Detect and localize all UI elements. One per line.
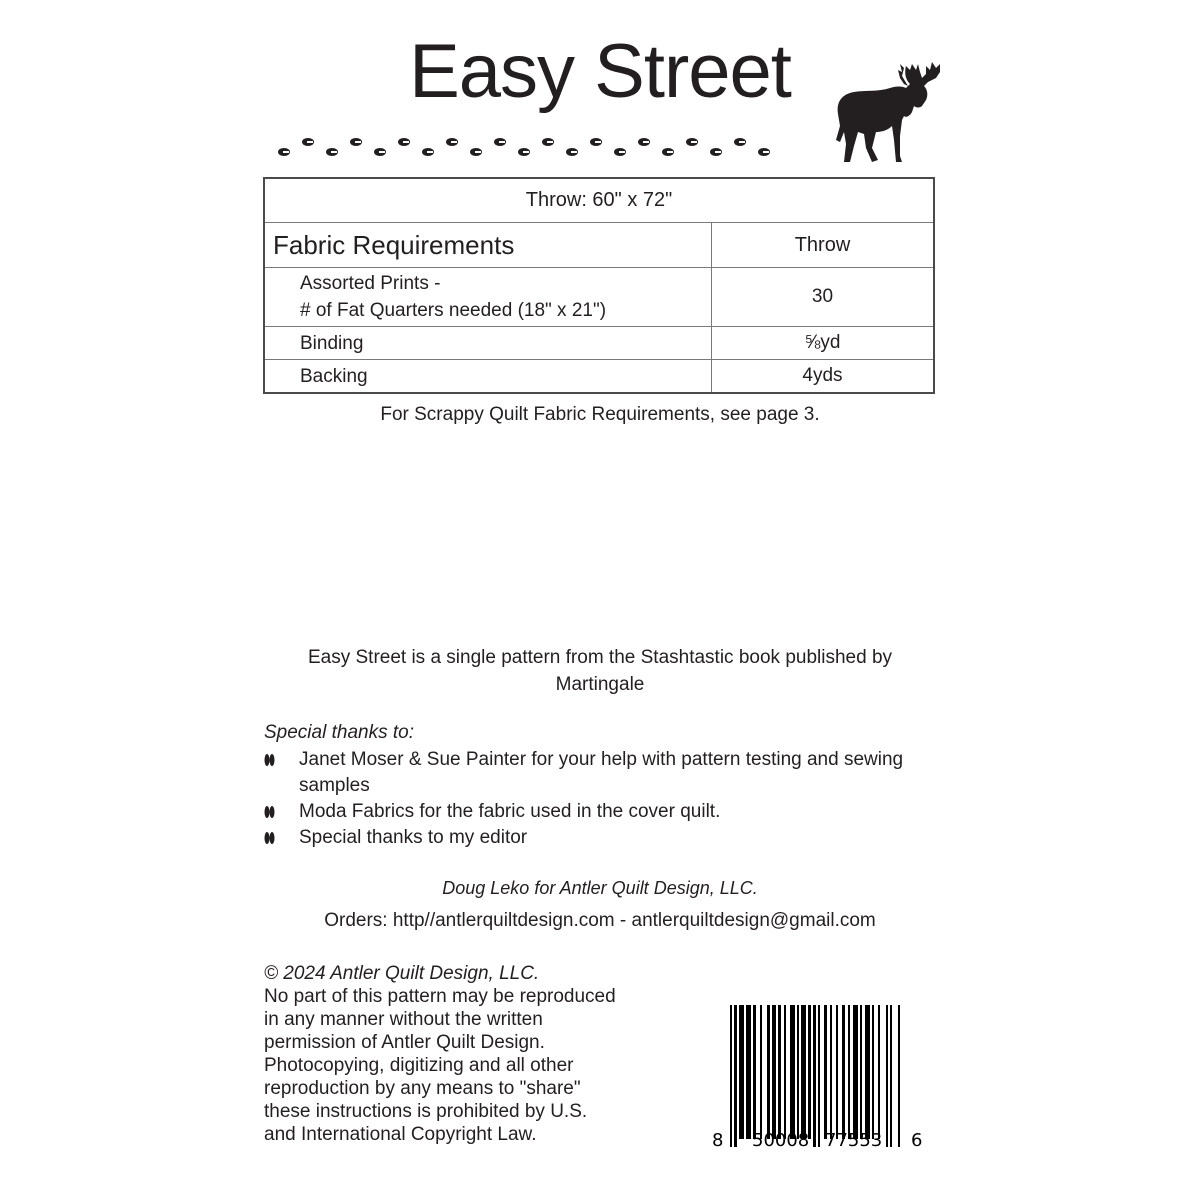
- row-item-line1: Assorted Prints -: [300, 273, 441, 294]
- orders-line: Orders: http//antlerquiltdesign.com - antlerquiltdesign@gmail.com: [324, 910, 876, 931]
- copyright-heading: © 2024 Antler Quilt Design, LLC.: [264, 963, 540, 984]
- hoof-print-icon: [264, 831, 275, 845]
- thanks-item-text: Special thanks to my editor: [299, 827, 528, 848]
- barcode-digit-right: 77553: [825, 1130, 883, 1151]
- list-item: [264, 747, 904, 799]
- about-pattern: Easy Street is a single pattern from the Stashtastic book published by Martingale: [307, 647, 893, 695]
- barcode-digit-check: 6: [911, 1130, 923, 1151]
- hoof-print-icon: [264, 805, 275, 819]
- copyright-line: Photocopying, digitizing and all other: [264, 1055, 574, 1076]
- thanks-item-text: Janet Moser & Sue Painter for your help with pattern testing and sewing samples: [299, 749, 904, 796]
- page-title: Easy Street: [409, 29, 791, 114]
- moose-silhouette-icon: [832, 56, 944, 166]
- thanks-list: [264, 747, 904, 851]
- fabric-requirements-table: [263, 177, 935, 394]
- row-item: [265, 268, 712, 326]
- table-size-row: [265, 179, 933, 222]
- row-throw-value: 30: [811, 286, 834, 307]
- copyright-line: and International Copyright Law.: [264, 1124, 537, 1145]
- row-item-line2: # of Fat Quarters needed (18" x 21"): [300, 300, 607, 321]
- scrappy-note: For Scrappy Quilt Fabric Requirements, see page 3.: [380, 404, 820, 425]
- header-fabric-requirements: Fabric Requirements: [265, 223, 712, 267]
- table-row: [265, 267, 933, 326]
- hoof-tracks-icon: [276, 134, 796, 164]
- row-item: Backing: [265, 360, 712, 392]
- copyright-line: reproduction by any means to "share": [264, 1078, 581, 1099]
- hoof-print-icon: [264, 753, 275, 767]
- size-label: Throw: 60" x 72": [525, 189, 673, 211]
- thanks-item-text: Moda Fabrics for the fabric used in the cover quilt.: [299, 801, 721, 822]
- list-item: [264, 825, 904, 851]
- author-credit: Doug Leko for Antler Quilt Design, LLC.: [442, 878, 758, 898]
- row-throw-value: ⅝yd: [804, 332, 841, 353]
- copyright-block: [264, 962, 684, 1146]
- barcode-digit-lead: 8: [712, 1130, 724, 1151]
- table-header-row: [265, 222, 933, 267]
- copyright-line: in any manner without the written: [264, 1009, 543, 1030]
- thanks-heading: Special thanks to:: [264, 722, 414, 743]
- barcode-digit-left: 50008: [752, 1130, 810, 1151]
- barcode-number: [712, 1130, 932, 1154]
- row-throw-value: 4yds: [802, 365, 843, 386]
- copyright-line: No part of this pattern may be reproduced: [264, 986, 616, 1007]
- list-item: [264, 799, 904, 825]
- table-row: [265, 359, 933, 392]
- table-row: [265, 326, 933, 359]
- copyright-line: permission of Antler Quilt Design.: [264, 1032, 545, 1053]
- copyright-line: these instructions is prohibited by U.S.: [264, 1101, 588, 1122]
- row-item: Binding: [265, 327, 712, 359]
- header-throw: Throw: [794, 233, 851, 256]
